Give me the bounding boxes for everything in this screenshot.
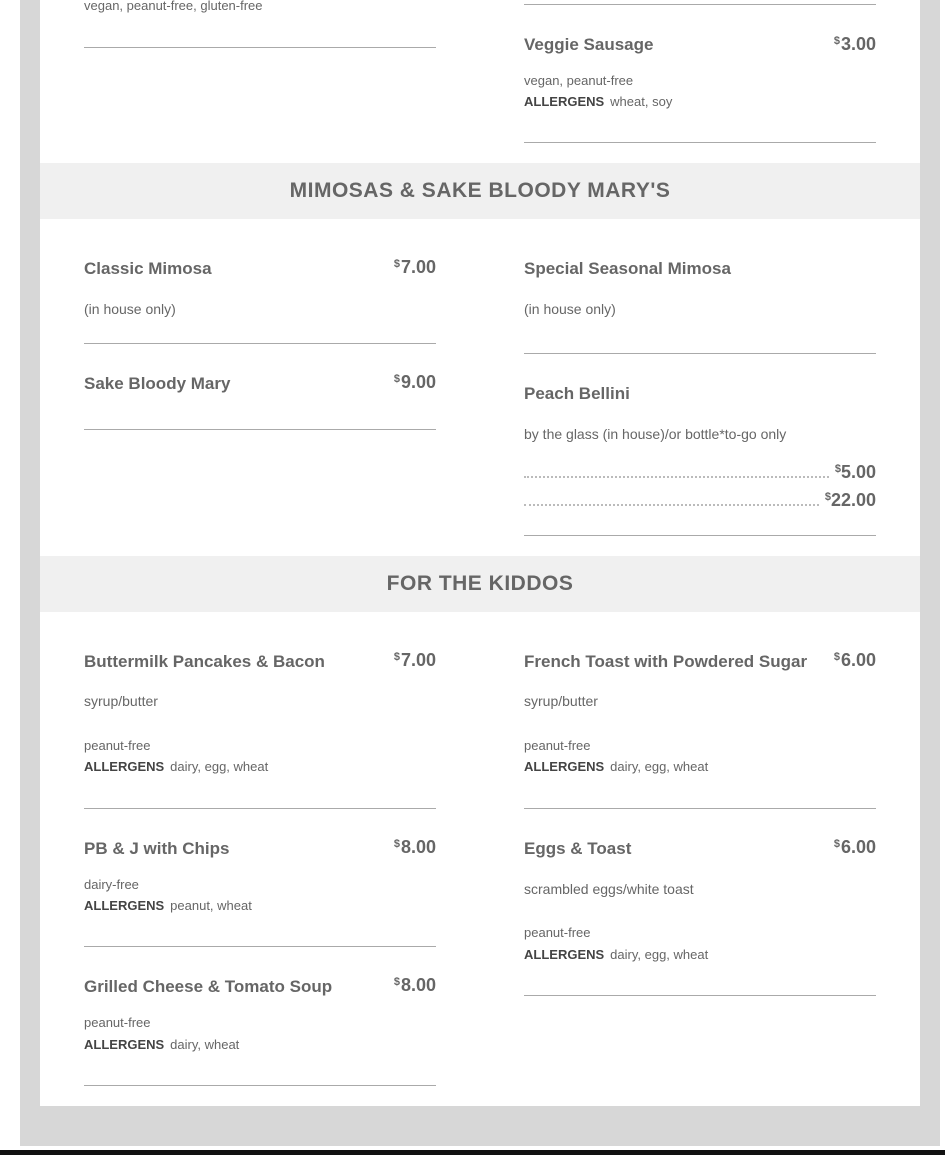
item-divider	[524, 353, 876, 354]
section-heading-mimosas: MIMOSAS & SAKE BLOODY MARY'S	[40, 163, 920, 219]
item-allergens: ALLERGENS wheat, soy	[524, 94, 673, 109]
item-price: $22.00	[824, 490, 876, 510]
item-divider	[84, 47, 436, 48]
item-description: by the glass (in house)/or bottle*to-go only	[524, 426, 787, 442]
item-name: Veggie Sausage	[524, 35, 654, 54]
item-divider	[84, 429, 436, 430]
item-price: $9.00	[393, 372, 436, 392]
item-tags: vegan, peanut-free, gluten-free	[84, 0, 263, 13]
item-description: scrambled eggs/white toast	[524, 881, 694, 897]
item-tags: peanut-free	[524, 738, 591, 753]
item-price: $7.00	[393, 650, 436, 670]
item-allergens: ALLERGENS dairy, egg, wheat	[524, 947, 709, 962]
section-heading-kiddos: FOR THE KIDDOS	[40, 556, 920, 612]
item-description: syrup/butter	[524, 693, 598, 709]
item-divider	[524, 995, 876, 996]
item-tags: peanut-free	[84, 738, 151, 753]
item-name: Peach Bellini	[524, 384, 630, 403]
item-tags: peanut-free	[84, 1015, 151, 1030]
item-allergens: ALLERGENS dairy, egg, wheat	[524, 759, 709, 774]
item-divider	[84, 808, 436, 809]
item-allergens: ALLERGENS dairy, wheat	[84, 1037, 240, 1052]
item-tags: dairy-free	[84, 877, 139, 892]
item-price: $6.00	[833, 837, 876, 857]
item-name: Special Seasonal Mimosa	[524, 259, 731, 278]
item-divider	[524, 808, 876, 809]
item-price: $6.00	[833, 650, 876, 670]
item-price: $5.00	[834, 462, 876, 482]
item-name: French Toast with Powdered Sugar	[524, 652, 808, 671]
item-name: Classic Mimosa	[84, 259, 212, 278]
item-name: Buttermilk Pancakes & Bacon	[84, 652, 325, 671]
item-tags: vegan, peanut-free	[524, 73, 634, 88]
item-price: $7.00	[393, 257, 436, 277]
item-allergens: ALLERGENS peanut, wheat	[84, 898, 252, 913]
item-description: syrup/butter	[84, 693, 158, 709]
item-price: $8.00	[393, 837, 436, 857]
dot-leader	[524, 503, 819, 506]
bottom-bar	[0, 1150, 945, 1155]
item-description: (in house only)	[84, 301, 176, 317]
item-divider	[524, 535, 876, 536]
item-price: $3.00	[833, 34, 876, 54]
item-tags: peanut-free	[524, 925, 591, 940]
item-divider	[524, 4, 876, 5]
item-divider	[84, 946, 436, 947]
item-name: Grilled Cheese & Tomato Soup	[84, 977, 333, 996]
item-divider	[84, 343, 436, 344]
item-divider	[524, 142, 876, 143]
item-name: Sake Bloody Mary	[84, 374, 231, 393]
item-name: PB & J with Chips	[84, 839, 230, 858]
item-divider	[84, 1085, 436, 1086]
item-description: (in house only)	[524, 301, 616, 317]
price-row-glass	[524, 461, 876, 483]
price-row-bottle	[524, 489, 876, 511]
item-price: $8.00	[393, 975, 436, 995]
item-allergens: ALLERGENS dairy, egg, wheat	[84, 759, 269, 774]
menu-card	[40, 0, 920, 1106]
dot-leader	[524, 475, 829, 478]
item-name: Eggs & Toast	[524, 839, 632, 858]
